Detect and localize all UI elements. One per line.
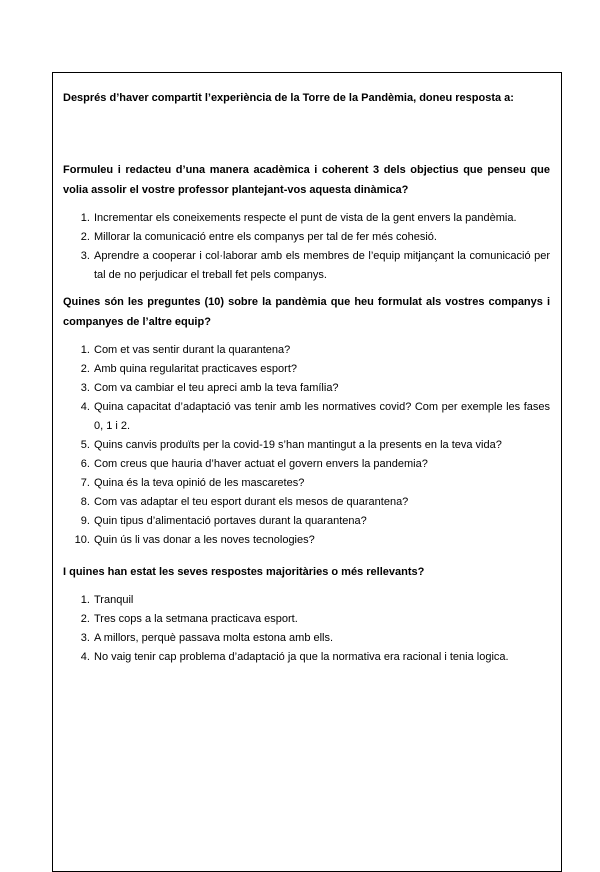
- list-item: 1. Tranquil: [93, 591, 550, 610]
- list-item: 2. Millorar la comunicació entre els companys per tal de fer més cohesió.: [93, 228, 550, 247]
- list-item: 6. Com creus que hauria d’haver actuat el govern envers la pandemia?: [93, 455, 550, 474]
- list-item: 3. Aprendre a cooperar i col·laborar amb els membres de l’equip mitjançant la comunicació per tal de no perjudicar el treball fet pels companys.: [93, 247, 550, 285]
- questions-list: [63, 341, 550, 550]
- questions-heading: Quines són les preguntes (10) sobre la pandèmia que heu formulat als vostres companys i companyes de l’altre equip?: [63, 296, 550, 328]
- list-item: 4. No vaig tenir cap problema d’adaptació ja que la normativa era racional i tenia logica.: [93, 648, 550, 667]
- answers-heading: I quines han estat les seves respostes majoritàries o més rellevants?: [63, 566, 425, 578]
- list-item: 4. Quina capacitat d’adaptació vas tenir amb les normatives covid? Com per exemple les fases 0, 1 i 2.: [93, 398, 550, 436]
- list-item: 2. Tres cops a la setmana practicava esport.: [93, 610, 550, 629]
- answers-list: [63, 591, 550, 667]
- list-item: 3. Com va cambiar el teu apreci amb la teva família?: [93, 379, 550, 398]
- list-item: 10. Quin ús li vas donar a les noves tecnologies?: [93, 531, 550, 550]
- list-item: 5. Quins canvis produïts per la covid-19 s’han mantingut a la presents en la teva vida?: [93, 436, 550, 455]
- objectives-list: [63, 209, 550, 285]
- list-item: 3. A millors, perquè passava molta estona amb ells.: [93, 629, 550, 648]
- document-content: [63, 88, 550, 677]
- list-item: 7. Quina és la teva opinió de les mascaretes?: [93, 474, 550, 493]
- intro-text: Després d’haver compartit l’experiència de la Torre de la Pandèmia, doneu resposta a:: [63, 92, 514, 104]
- list-item: 2. Amb quina regularitat practicaves esport?: [93, 360, 550, 379]
- list-item: 9. Quin tipus d’alimentació portaves durant la quarantena?: [93, 512, 550, 531]
- list-item: 1. Incrementar els coneixements respecte el punt de vista de la gent envers la pandèmia.: [93, 209, 550, 228]
- list-item: 1. Com et vas sentir durant la quarantena?: [93, 341, 550, 360]
- objectives-question: Formuleu i redacteu d’una manera acadèmica i coherent 3 dels objectius que penseu que volia assolir el vostre professor plantejant-vos aquesta dinàmica?: [63, 164, 550, 196]
- list-item: 8. Com vas adaptar el teu esport durant els mesos de quarantena?: [93, 493, 550, 512]
